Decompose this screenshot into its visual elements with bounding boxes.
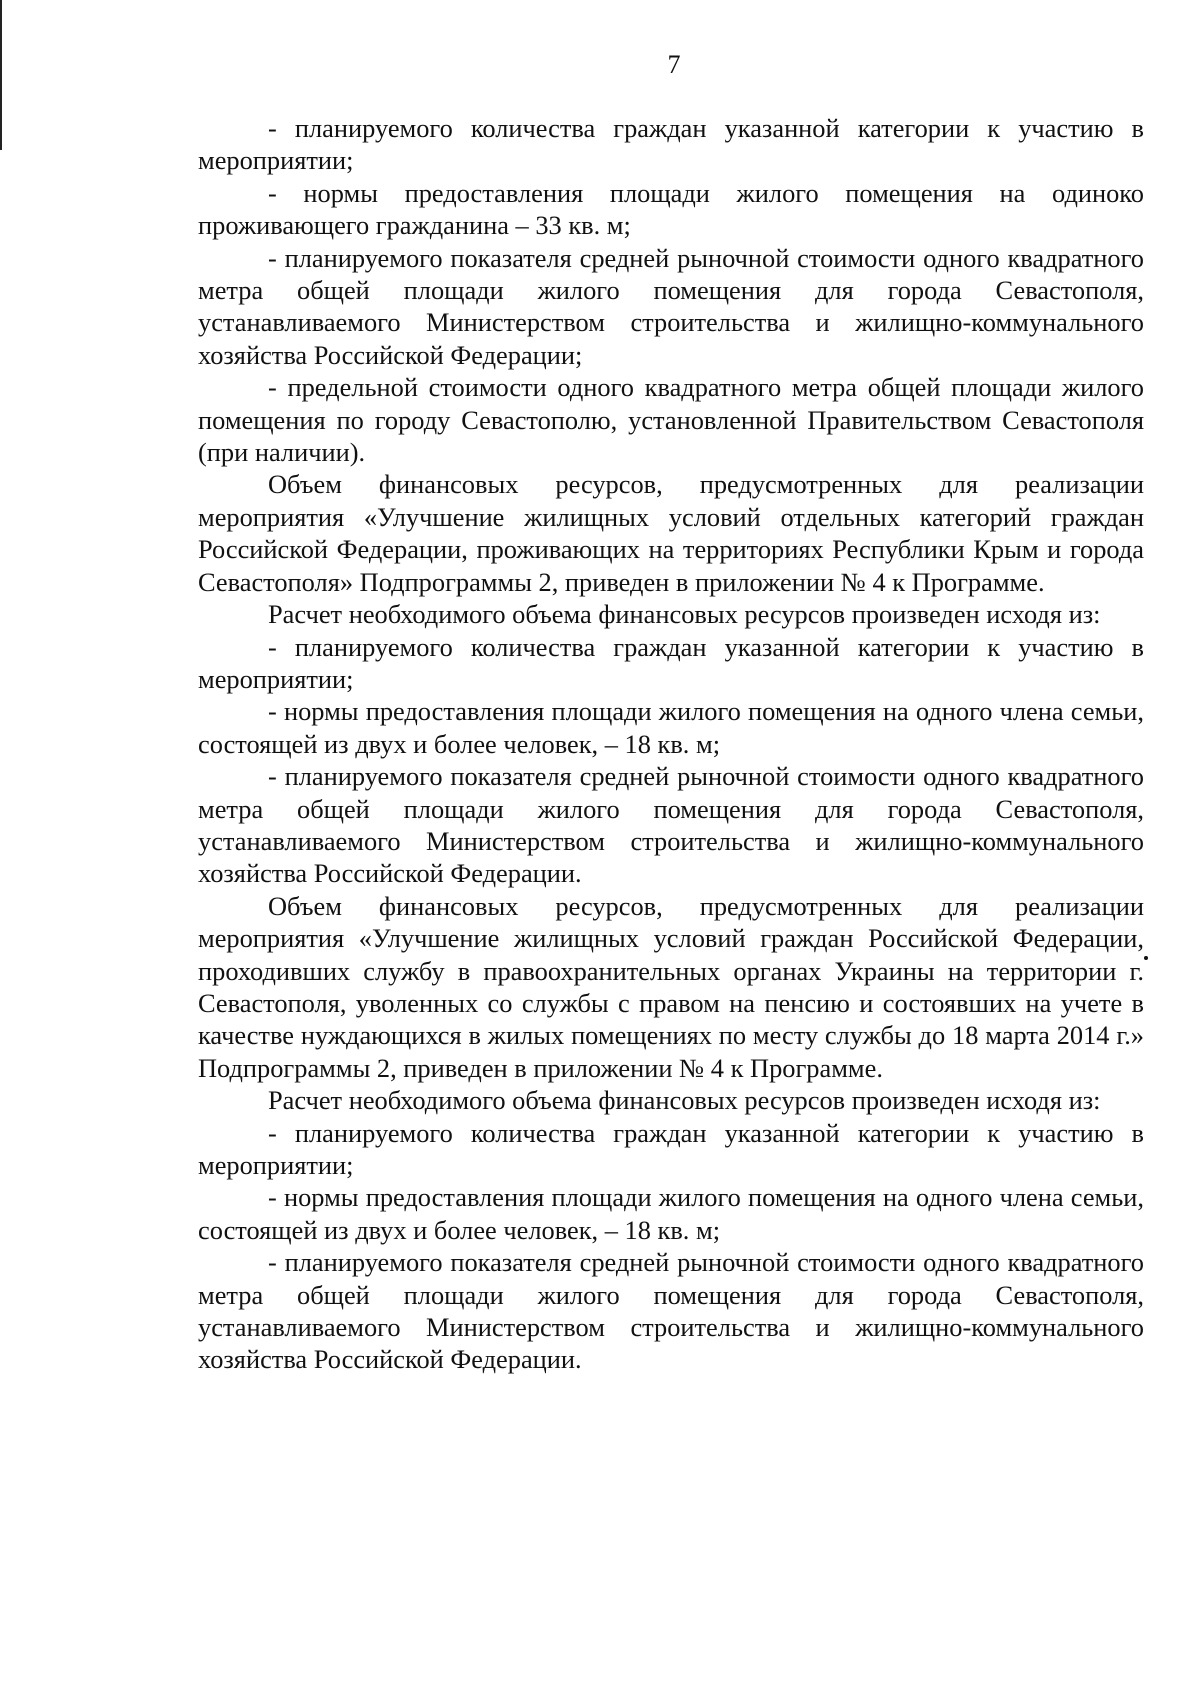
paragraph-funding-volume: Объем финансовых ресурсов, предусмотренных для реализации мероприятия «Улучшение жилищных условий граждан Российской Федерации, проходивших службу в правоохранительных органах Украины на территории г. Севастополя, уволенных со службы с правом на пенсию и состоявших на учете в качестве нуждающихся в жилых помещениях по месту службы до 18 марта 2014 г.» Подпрограммы 2, приведен в приложении № 4 к Программе. bbox=[198, 890, 1144, 1083]
paragraph-list-item: - планируемого количества граждан указанной категории к участию в мероприятии; bbox=[198, 631, 1144, 694]
scan-dot-mark bbox=[1144, 956, 1148, 960]
paragraph-list-item: - планируемого количества граждан указанной категории к участию в мероприятии; bbox=[198, 113, 1144, 176]
paragraph-calculation-basis: Расчет необходимого объема финансовых ресурсов произведен исходя из: bbox=[268, 599, 1101, 630]
paragraph-list-item: - планируемого количества граждан указанной категории к участию в мероприятии; bbox=[198, 1117, 1144, 1180]
paragraph-list-item: - планируемого показателя средней рыночной стоимости одного квадратного метра общей площади жилого помещения для города Севастополя, устанавливаемого Министерством строительства и жилищно-коммунального хозяйства Российской Федерации. bbox=[198, 1247, 1144, 1375]
page-number: 7 bbox=[667, 50, 681, 79]
paragraph-list-item: - планируемого показателя средней рыночной стоимости одного квадратного метра общей площади жилого помещения для города Севастополя, устанавливаемого Министерством строительства и жилищно-коммунального хозяйства Российской Федерации; bbox=[198, 242, 1144, 370]
paragraph-list-item: - планируемого показателя средней рыночной стоимости одного квадратного метра общей площади жилого помещения для города Севастополя, устанавливаемого Министерством строительства и жилищно-коммунального хозяйства Российской Федерации. bbox=[198, 761, 1144, 889]
paragraph-list-item: - предельной стоимости одного квадратного метра общей площади жилого помещения по городу Севастополю, установленной Правительством Севастополя (при наличии). bbox=[198, 372, 1144, 468]
document-body bbox=[198, 112, 1144, 1376]
paragraph-list-item: - нормы предоставления площади жилого помещения на одного члена семьи, состоящей из двух и более человек, – 18 кв. м; bbox=[198, 1182, 1144, 1245]
paragraph-list-item: - нормы предоставления площади жилого помещения на одиноко проживающего гражданина – 33 кв. м; bbox=[198, 177, 1144, 241]
paragraph-list-item: - нормы предоставления площади жилого помещения на одного члена семьи, состоящей из двух и более человек, – 18 кв. м; bbox=[198, 696, 1144, 759]
paragraph-calculation-basis: Расчет необходимого объема финансовых ресурсов произведен исходя из: bbox=[268, 1085, 1101, 1116]
paragraph-funding-volume: Объем финансовых ресурсов, предусмотренных для реализации мероприятия «Улучшение жилищных условий отдельных категорий граждан Российской Федерации, проживающих на территориях Республики Крым и города Севастополя» Подпрограммы 2, приведен в приложении № 4 к Программе. bbox=[198, 469, 1144, 597]
